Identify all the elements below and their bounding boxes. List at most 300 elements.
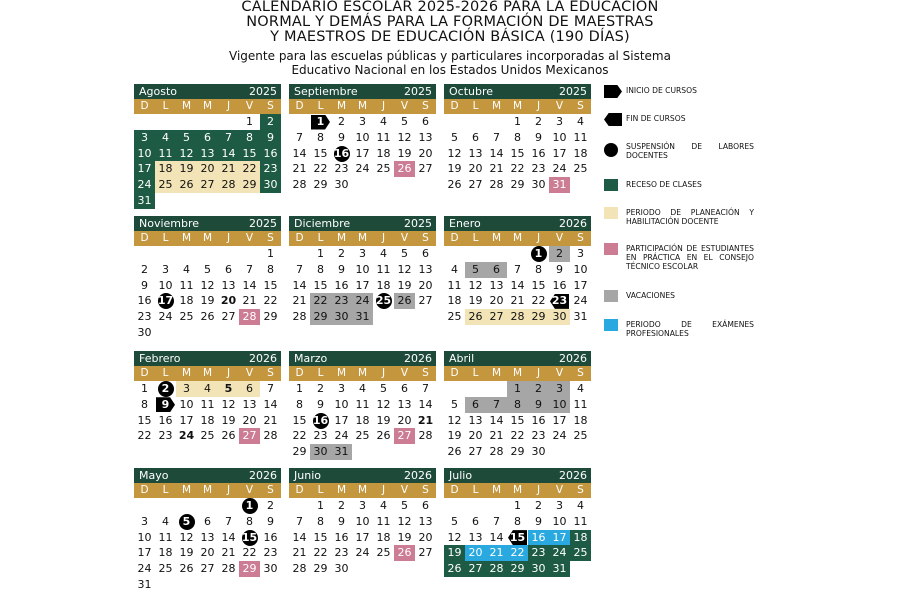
day-number: 4 <box>577 499 584 512</box>
day-cell <box>570 246 591 262</box>
day-cell <box>176 293 197 309</box>
day-number: 30 <box>263 562 278 576</box>
day-number: 23 <box>263 546 278 560</box>
day-cell <box>331 293 352 309</box>
day-cell <box>486 262 507 278</box>
day-number: 18 <box>200 413 215 427</box>
weekday-label: L <box>472 484 479 496</box>
day-number: 24 <box>355 294 370 308</box>
day-number: 1 <box>316 115 325 128</box>
day-cell <box>394 278 415 294</box>
day-cell <box>310 246 331 262</box>
day-cell <box>528 397 549 413</box>
day-cell <box>352 161 373 177</box>
day-cell <box>465 293 486 309</box>
weekday-label: S <box>267 367 274 379</box>
day-cell <box>528 428 549 444</box>
day-cell <box>465 444 486 460</box>
day-number: 21 <box>489 429 504 443</box>
day-number: 24 <box>178 429 195 443</box>
day-cell <box>549 428 570 444</box>
day-cell <box>176 545 197 561</box>
day-number: 5 <box>451 130 458 144</box>
day-number: 2 <box>535 499 542 512</box>
day-cell <box>176 381 197 397</box>
day-number: 14 <box>489 146 504 160</box>
day-cell <box>528 177 549 193</box>
day-number: 12 <box>397 514 412 528</box>
day-cell <box>486 428 507 444</box>
day-cell <box>218 514 239 530</box>
day-cell <box>465 545 486 561</box>
day-number: 8 <box>246 130 253 144</box>
day-number: 29 <box>313 178 328 192</box>
month-header <box>134 351 281 366</box>
weekday-label: M <box>512 100 523 112</box>
day-cell <box>310 130 331 146</box>
day-cell <box>155 514 176 530</box>
empty-cell <box>444 381 465 397</box>
day-cell <box>444 514 465 530</box>
month-year: 2025 <box>559 85 587 98</box>
day-cell <box>260 545 281 561</box>
day-cell <box>218 428 239 444</box>
day-cell <box>134 309 155 325</box>
day-cell <box>507 444 528 460</box>
day-cell <box>260 278 281 294</box>
weekday-label: J <box>381 232 386 244</box>
day-number: 2 <box>267 499 274 512</box>
day-number: 4 <box>204 382 211 395</box>
day-number: 13 <box>221 278 236 292</box>
day-cell <box>197 177 218 193</box>
day-cell <box>528 262 549 278</box>
day-cell <box>331 381 352 397</box>
subtitle-line: Vigente para las escuelas públicas y particulares incorporadas al Sistema <box>229 49 671 63</box>
weekday-header <box>289 231 436 246</box>
month-name: Septiembre <box>294 85 358 98</box>
day-grid <box>444 381 591 460</box>
weekday-label: M <box>491 100 502 112</box>
day-cell <box>352 114 373 130</box>
day-number: 14 <box>510 278 525 292</box>
day-number: 14 <box>292 278 307 292</box>
day-cell <box>134 413 155 429</box>
weekday-label: L <box>317 484 324 496</box>
day-number: 26 <box>447 178 462 192</box>
day-number: 9 <box>338 130 345 144</box>
day-cell <box>260 246 281 262</box>
day-cell <box>394 381 415 397</box>
day-number: 26 <box>221 429 236 443</box>
day-cell <box>507 161 528 177</box>
day-cell <box>528 530 549 546</box>
day-cell <box>310 161 331 177</box>
weekday-label: M <box>491 232 502 244</box>
day-cell <box>260 498 281 514</box>
day-cell <box>176 309 197 325</box>
day-cell <box>415 161 436 177</box>
day-cell <box>486 309 507 325</box>
day-number: 19 <box>179 162 194 176</box>
day-number: 1 <box>317 247 324 260</box>
day-cell <box>528 246 549 262</box>
day-cell <box>134 428 155 444</box>
day-cell <box>444 530 465 546</box>
weekday-label: S <box>267 100 274 112</box>
day-number: 18 <box>573 413 588 427</box>
day-number: 23 <box>531 162 546 176</box>
day-number: 4 <box>380 247 387 260</box>
day-number: 23 <box>137 310 152 324</box>
day-number: 20 <box>468 546 483 560</box>
day-number: 27 <box>242 429 257 443</box>
day-cell <box>415 397 436 413</box>
day-number: 10 <box>552 397 567 411</box>
day-cell <box>570 293 591 309</box>
day-number: 29 <box>263 310 278 324</box>
day-cell <box>155 262 176 278</box>
month-name: Enero <box>449 217 481 230</box>
weekday-label: J <box>536 484 541 496</box>
day-cell <box>486 561 507 577</box>
day-cell <box>507 428 528 444</box>
day-number: 20 <box>489 294 504 308</box>
weekday-label: J <box>226 484 231 496</box>
day-number: 8 <box>514 397 521 411</box>
day-cell <box>352 413 373 429</box>
day-number: 22 <box>242 546 257 560</box>
day-cell <box>260 530 281 546</box>
day-cell <box>415 530 436 546</box>
day-number: 30 <box>334 562 349 576</box>
day-cell <box>352 309 373 325</box>
day-number: 9 <box>267 514 274 528</box>
day-cell <box>507 397 528 413</box>
weekday-header <box>289 483 436 498</box>
day-number: 17 <box>573 278 588 292</box>
day-number: 11 <box>447 278 462 292</box>
day-cell <box>549 161 570 177</box>
day-number: 13 <box>418 130 433 144</box>
day-number: 20 <box>418 146 433 160</box>
day-number: 11 <box>200 397 215 411</box>
weekday-label: L <box>472 100 479 112</box>
day-cell <box>507 278 528 294</box>
day-number: 7 <box>225 514 232 528</box>
weekday-header <box>444 99 591 114</box>
weekday-label: V <box>555 484 564 496</box>
day-number: 31 <box>552 178 567 192</box>
weekday-label: S <box>422 484 429 496</box>
day-cell <box>465 561 486 577</box>
month-abril <box>444 351 591 460</box>
month-name: Diciembre <box>294 217 351 230</box>
day-cell <box>570 161 591 177</box>
empty-cell <box>134 114 155 130</box>
day-number: 25 <box>376 162 391 176</box>
day-cell <box>507 545 528 561</box>
day-number: 19 <box>221 413 236 427</box>
empty-cell <box>444 246 465 262</box>
day-cell <box>134 381 155 397</box>
day-cell <box>352 428 373 444</box>
day-cell <box>260 428 281 444</box>
day-number: 5 <box>204 262 211 276</box>
day-number: 3 <box>162 262 169 276</box>
day-number: 9 <box>556 262 563 276</box>
day-number: 13 <box>242 397 257 411</box>
day-number: 17 <box>334 413 349 427</box>
day-number: 10 <box>552 130 567 144</box>
day-cell <box>415 293 436 309</box>
day-cell <box>331 561 352 577</box>
day-cell <box>444 428 465 444</box>
day-cell <box>465 262 486 278</box>
month-noviembre <box>134 216 281 341</box>
day-cell <box>394 161 415 177</box>
day-cell <box>528 114 549 130</box>
day-number: 24 <box>573 294 588 308</box>
day-cell <box>528 381 549 397</box>
month-diciembre <box>289 216 436 325</box>
day-cell <box>289 413 310 429</box>
day-cell <box>549 397 570 413</box>
day-number: 14 <box>221 146 236 160</box>
day-cell <box>289 161 310 177</box>
weekday-header <box>289 99 436 114</box>
legend-swatch <box>604 179 618 191</box>
day-cell <box>352 530 373 546</box>
empty-cell <box>218 246 239 262</box>
empty-cell <box>176 114 197 130</box>
day-number: 14 <box>242 278 257 292</box>
day-cell <box>197 561 218 577</box>
day-cell <box>570 278 591 294</box>
day-cell <box>444 146 465 162</box>
weekday-label: L <box>317 367 324 379</box>
day-cell <box>310 278 331 294</box>
day-cell <box>197 514 218 530</box>
day-number: 11 <box>376 262 391 276</box>
month-year: 2026 <box>559 352 587 365</box>
day-number: 9 <box>317 397 324 411</box>
day-number: 13 <box>200 530 215 544</box>
day-number: 12 <box>397 262 412 276</box>
day-cell <box>331 262 352 278</box>
day-number: 6 <box>204 514 211 528</box>
day-cell <box>289 397 310 413</box>
day-cell <box>415 381 436 397</box>
day-number: 1 <box>296 382 303 395</box>
day-cell <box>176 413 197 429</box>
day-number: 8 <box>296 397 303 411</box>
day-number: 16 <box>263 146 278 160</box>
day-cell <box>465 397 486 413</box>
day-cell <box>197 146 218 162</box>
day-number: 28 <box>292 562 307 576</box>
day-number: 21 <box>417 413 434 427</box>
day-cell <box>507 146 528 162</box>
day-number: 12 <box>397 130 412 144</box>
day-cell <box>528 130 549 146</box>
month-name: Noviembre <box>139 217 200 230</box>
day-cell <box>260 397 281 413</box>
day-number: 3 <box>183 382 190 395</box>
weekday-label: L <box>472 367 479 379</box>
day-grid <box>444 246 591 325</box>
weekday-label: S <box>267 232 274 244</box>
day-cell <box>486 530 507 546</box>
day-cell <box>155 177 176 193</box>
day-cell <box>239 381 260 397</box>
day-number: 24 <box>334 429 349 443</box>
day-number: 7 <box>422 382 429 395</box>
day-number: 8 <box>514 130 521 144</box>
day-number: 21 <box>292 546 307 560</box>
day-cell <box>289 444 310 460</box>
day-cell <box>415 114 436 130</box>
day-cell <box>155 561 176 577</box>
day-number: 30 <box>531 562 546 576</box>
day-number: 6 <box>422 499 429 512</box>
day-number: 5 <box>401 247 408 260</box>
weekday-label: M <box>512 484 523 496</box>
day-cell <box>549 381 570 397</box>
weekday-label: L <box>162 367 169 379</box>
day-number: 15 <box>137 413 152 427</box>
day-cell <box>310 309 331 325</box>
day-number: 19 <box>397 146 412 160</box>
day-cell <box>155 146 176 162</box>
day-number: 11 <box>355 397 370 411</box>
day-cell <box>134 130 155 146</box>
weekday-label: D <box>295 367 304 379</box>
day-number: 28 <box>221 562 236 576</box>
day-number: 4 <box>577 382 584 395</box>
day-number: 30 <box>313 445 328 459</box>
day-cell <box>260 293 281 309</box>
empty-cell <box>465 381 486 397</box>
day-cell <box>218 177 239 193</box>
month-name: Junio <box>294 469 321 482</box>
day-number: 2 <box>535 115 542 128</box>
day-number: 6 <box>472 514 479 528</box>
day-number: 21 <box>510 294 525 308</box>
day-number: 3 <box>359 247 366 260</box>
day-cell <box>486 514 507 530</box>
day-cell <box>570 514 591 530</box>
day-number: 17 <box>552 413 567 427</box>
month-year: 2026 <box>249 352 277 365</box>
day-cell <box>415 130 436 146</box>
day-cell <box>260 130 281 146</box>
day-cell <box>549 413 570 429</box>
day-cell <box>155 397 176 413</box>
day-cell <box>394 545 415 561</box>
day-cell <box>176 397 197 413</box>
day-cell <box>549 498 570 514</box>
day-number: 30 <box>531 178 546 192</box>
day-cell <box>444 397 465 413</box>
day-number: 17 <box>355 278 370 292</box>
day-number: 20 <box>418 278 433 292</box>
day-cell <box>549 114 570 130</box>
empty-cell <box>155 246 176 262</box>
day-cell <box>570 530 591 546</box>
month-name: Octubre <box>449 85 494 98</box>
weekday-label: V <box>400 100 409 112</box>
day-cell <box>310 530 331 546</box>
day-number: 22 <box>313 294 328 308</box>
day-number: 2 <box>161 382 170 395</box>
day-number: 15 <box>313 278 328 292</box>
day-number: 28 <box>489 445 504 459</box>
day-number: 15 <box>510 146 525 160</box>
day-cell <box>444 293 465 309</box>
empty-cell <box>444 498 465 514</box>
day-cell <box>507 177 528 193</box>
day-number: 8 <box>317 514 324 528</box>
month-header <box>289 351 436 366</box>
day-cell <box>528 293 549 309</box>
day-cell <box>197 530 218 546</box>
empty-cell <box>486 246 507 262</box>
day-number: 29 <box>242 562 257 576</box>
day-number: 19 <box>447 162 462 176</box>
day-cell <box>507 262 528 278</box>
day-number: 13 <box>200 146 215 160</box>
day-cell <box>394 514 415 530</box>
day-cell <box>394 246 415 262</box>
day-number: 23 <box>313 429 328 443</box>
day-number: 17 <box>179 413 194 427</box>
day-number: 18 <box>447 294 462 308</box>
month-header <box>444 216 591 231</box>
day-number: 24 <box>552 162 567 176</box>
weekday-header <box>134 483 281 498</box>
day-number: 2 <box>556 247 563 260</box>
day-cell <box>394 293 415 309</box>
month-year: 2025 <box>404 85 432 98</box>
day-cell <box>134 514 155 530</box>
weekday-label: M <box>181 100 192 112</box>
day-number: 5 <box>401 115 408 128</box>
weekday-label: V <box>245 232 254 244</box>
day-number: 9 <box>535 130 542 144</box>
day-cell <box>310 444 331 460</box>
day-cell <box>218 413 239 429</box>
empty-cell <box>289 114 310 130</box>
day-number: 22 <box>313 162 328 176</box>
day-number: 14 <box>292 146 307 160</box>
day-number: 17 <box>137 162 152 176</box>
day-cell <box>444 561 465 577</box>
day-cell <box>507 498 528 514</box>
day-cell <box>486 161 507 177</box>
day-number: 22 <box>263 294 278 308</box>
day-number: 19 <box>200 294 215 308</box>
day-number: 11 <box>376 514 391 528</box>
day-number: 26 <box>200 310 215 324</box>
day-number: 16 <box>158 413 173 427</box>
day-cell <box>528 161 549 177</box>
day-number: 3 <box>556 115 563 128</box>
day-cell <box>239 278 260 294</box>
day-number: 22 <box>292 429 307 443</box>
day-cell <box>373 246 394 262</box>
day-cell <box>260 309 281 325</box>
